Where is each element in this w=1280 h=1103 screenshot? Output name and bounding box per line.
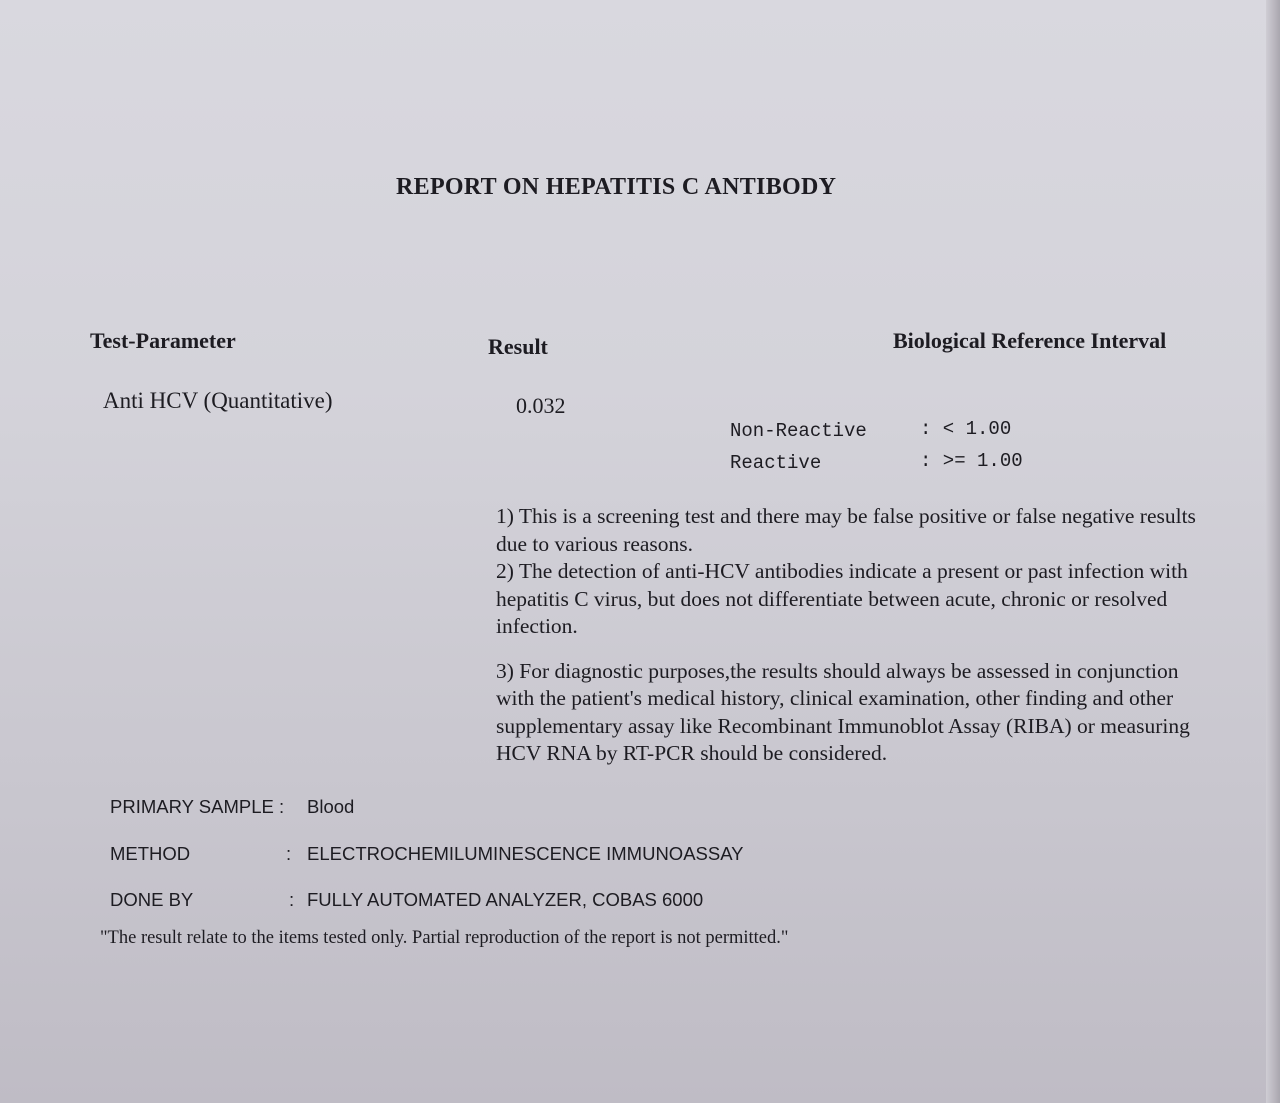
method-colon: : xyxy=(286,843,292,864)
note-1: 1) This is a screening test and there may be false positive or false negative results due to various reasons. xyxy=(496,504,1196,556)
method-label: METHOD xyxy=(110,843,191,864)
column-header-parameter: Test-Parameter xyxy=(90,328,236,353)
test-result-value: 0.032 xyxy=(516,393,566,418)
primary-sample-label: PRIMARY SAMPLE : xyxy=(110,796,285,817)
note-2: 2) The detection of anti-HCV antibodies indicate a present or past infection with hepatitis C virus, but does not differentiate between acute, chronic or resolved infection. xyxy=(496,559,1188,638)
done-by-colon: : xyxy=(289,889,295,910)
paper-edge xyxy=(1266,0,1280,1103)
reference-value-reactive: : >= 1.00 xyxy=(920,450,1023,472)
reference-label-non-reactive: Non-Reactive xyxy=(730,420,867,442)
reference-value-non-reactive: : < 1.00 xyxy=(920,418,1012,440)
column-header-reference: Biological Reference Interval xyxy=(893,328,1167,353)
reference-label-reactive: Reactive xyxy=(730,452,822,474)
method-value: ELECTROCHEMILUMINESCENCE IMMUNOASSAY xyxy=(307,843,744,864)
test-parameter-name: Anti HCV (Quantitative) xyxy=(103,388,333,413)
primary-sample-value: Blood xyxy=(307,796,355,817)
column-header-result: Result xyxy=(488,334,548,359)
done-by-label: DONE BY xyxy=(110,889,194,910)
report-title: REPORT ON HEPATITIS C ANTIBODY xyxy=(396,174,837,200)
interpretation-notes xyxy=(496,503,1216,768)
note-3: 3) For diagnostic purposes,the results should always be assessed in conjunction with the patient's medical history, clinical examination, other finding and other supplementary assay like Recombinant Immunoblot Assay (RIBA) or measuring HCV RNA by RT-PCR should be considered. xyxy=(496,658,1190,765)
disclaimer: "The result relate to the items tested only. Partial reproduction of the report is not permitted." xyxy=(100,928,789,948)
done-by-value: FULLY AUTOMATED ANALYZER, COBAS 6000 xyxy=(307,889,704,910)
